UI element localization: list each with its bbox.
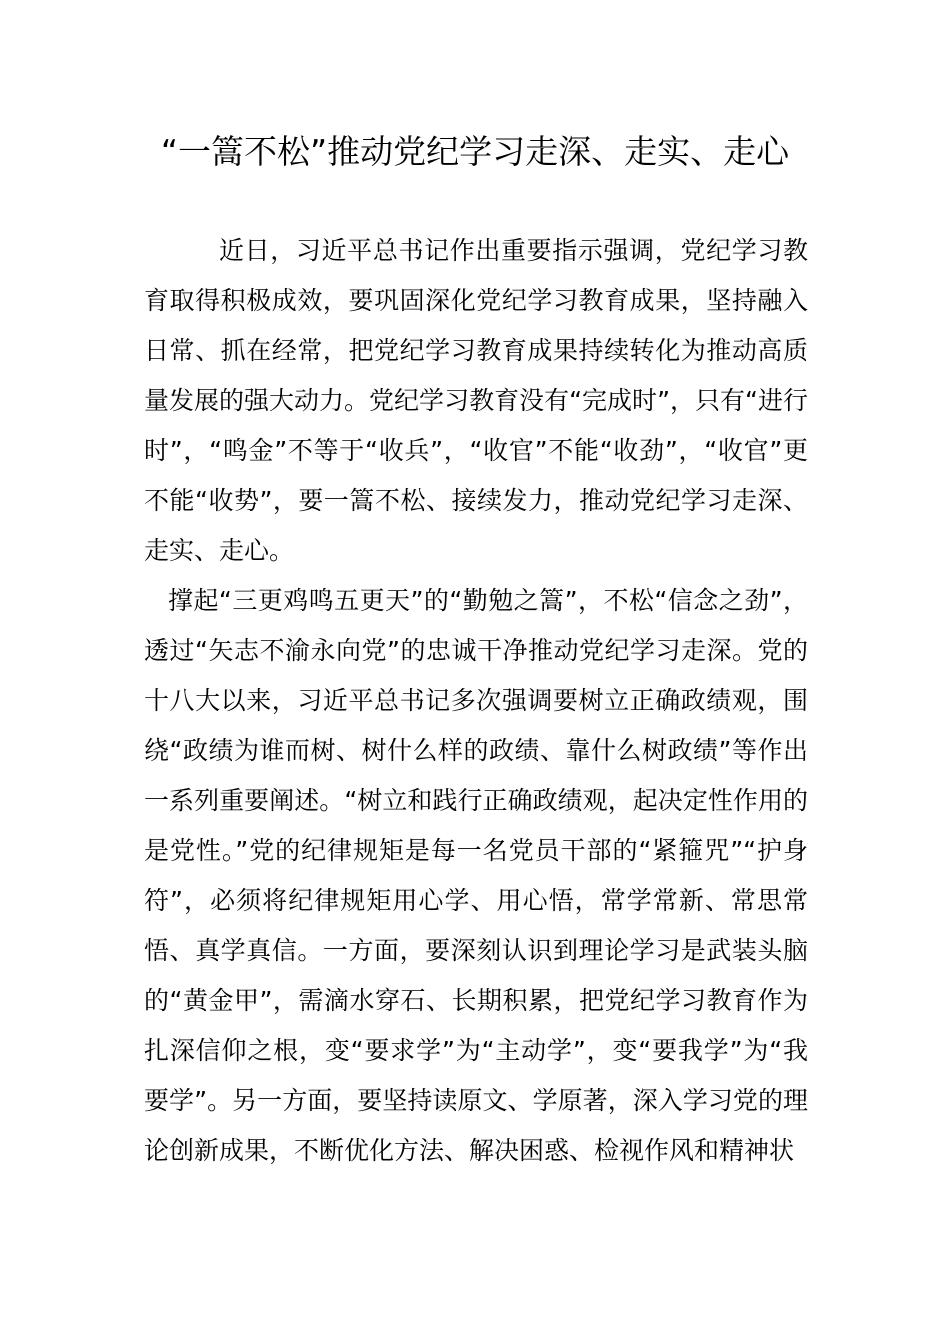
- paragraph: 近日，习近平总书记作出重要指示强调，党纪学习教育取得积极成效，要巩固深化党纪学习教育成果，坚持融入日常、抓在经常，把党纪学习教育成果持续转化为推动高质量发展的强大动力。党纪学习教育没有“完成时”，只有“进行时”，“鸣金”不等于“收兵”，“收官”不能“收劲”，“收官”更不能“收势”，要一篙不松、接续发力，推动党纪学习走深、走实、走心。: [144, 236, 808, 565]
- paragraph: 撑起“三更鸡鸣五更天”的“勤勉之篙”，不松“信念之劲”，透过“矢志不渝永向党”的忠诚干净推动党纪学习走深。党的十八大以来，习近平总书记多次强调要树立正确政绩观，围绕“政绩为谁而树、树什么样的政绩、靠什么树政绩”等作出一系列重要阐述。“树立和践行正确政绩观，起决定性作用的是党性。”党的纪律规矩是每一名党员干部的“紧箍咒”“护身符”，必须将纪律规矩用心学、用心悟，常学常新、常思常悟、真学真信。一方面，要深刻认识到理论学习是武装头脑的“黄金甲”，需滴水穿石、长期积累，把党纪学习教育作为扎深信仰之根，变“要求学”为“主动学”，变“要我学”为“我要学”。另一方面，要坚持读原文、学原著，深入学习党的理论创新成果，不断优化方法、解决困惑、检视作风和精神状: [144, 586, 808, 1165]
- document-body: [144, 226, 808, 1176]
- document-title: “一篙不松”推动党纪学习走深、走实、走心: [160, 132, 790, 171]
